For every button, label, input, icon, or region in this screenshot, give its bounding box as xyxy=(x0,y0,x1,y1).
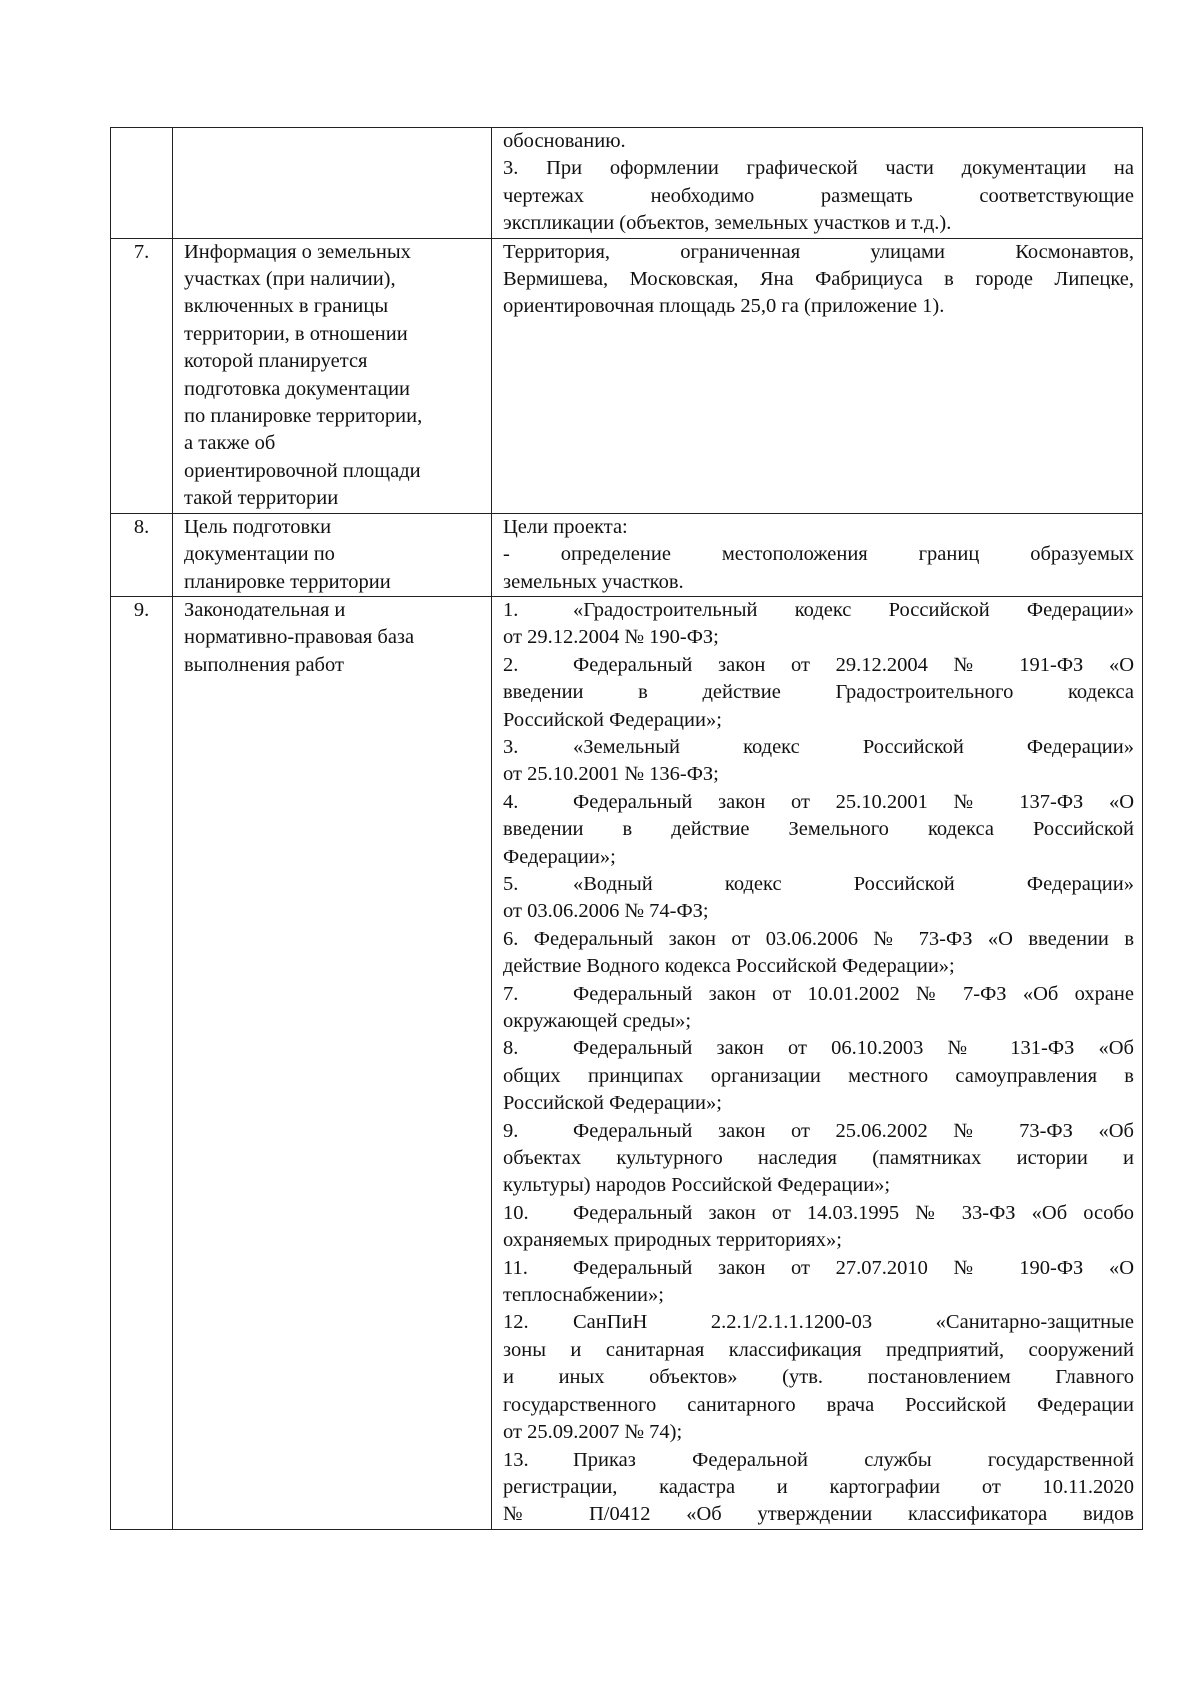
content-line xyxy=(503,871,1134,898)
content-line: 3. При оформлении графической части документации на xyxy=(503,157,1134,180)
list-item-text: Федеральный закон от 06.10.2003 № 131-ФЗ «Об xyxy=(573,1037,1134,1060)
row-title-line: включенных в границы xyxy=(184,295,389,318)
list-item-number: 11. xyxy=(503,1256,528,1279)
document-table xyxy=(110,127,1143,1530)
content-line: теплоснабжении»; xyxy=(503,1284,664,1307)
row-title-line: Законодательная и xyxy=(184,598,346,621)
list-item-number: 10. xyxy=(503,1201,529,1224)
row-title xyxy=(173,238,492,513)
row-content xyxy=(492,513,1143,596)
table-body xyxy=(111,128,1143,1530)
content-line: общих принципах организации местного самоуправления в xyxy=(503,1064,1134,1087)
row-title-line: Информация о земельных xyxy=(184,240,411,263)
content-line: ориентировочная площадь 25,0 га (приложение 1). xyxy=(503,295,945,318)
row-number xyxy=(111,128,173,239)
content-line xyxy=(503,734,1134,761)
content-line xyxy=(503,1035,1134,1062)
list-item-number: 8. xyxy=(503,1037,519,1060)
content-line xyxy=(503,652,1134,679)
row-title-line: планировке территории xyxy=(184,570,391,593)
content-line: от 03.06.2006 № 74-ФЗ; xyxy=(503,900,709,923)
list-item-number: 12. xyxy=(503,1311,529,1334)
list-item-text: Приказ Федеральной службы государственной xyxy=(573,1448,1134,1471)
content-line: культуры) народов Российской Федерации»; xyxy=(503,1174,891,1197)
row-number: 8. xyxy=(111,513,173,596)
content-line: обоснованию. xyxy=(503,130,626,152)
list-item-number: 9. xyxy=(503,1119,519,1142)
table-row xyxy=(111,596,1143,1529)
content-line xyxy=(503,1309,1134,1336)
content-line: объектах культурного наследия (памятниках истории и xyxy=(503,1147,1134,1170)
list-item-text: «Земельный кодекс Российской Федерации» xyxy=(573,735,1134,758)
table-row xyxy=(111,238,1143,513)
content-line xyxy=(503,1255,1134,1282)
content-line xyxy=(503,597,1134,624)
table-row xyxy=(111,128,1143,239)
row-title-line: выполнения работ xyxy=(184,653,344,676)
content-line: - определение местоположения границ образуемых xyxy=(503,543,1134,566)
content-line: чертежах необходимо размещать соответствующие xyxy=(503,184,1134,207)
content-line: экспликации (объектов, земельных участков и т.д.). xyxy=(503,212,952,235)
row-title-line: документации по xyxy=(184,543,335,566)
list-item-text: Федеральный закон от 25.10.2001 № 137-ФЗ «О xyxy=(573,790,1134,813)
content-line: 6. Федеральный закон от 03.06.2006 № 73-ФЗ «О введении в xyxy=(503,927,1134,950)
row-title-line: территории, в отношении xyxy=(184,322,408,345)
content-line: земельных участков. xyxy=(503,570,684,593)
row-title-line: нормативно-правовая база xyxy=(184,626,415,649)
list-item-number: 2. xyxy=(503,653,519,676)
list-item-text: «Водный кодекс Российской Федерации» xyxy=(573,872,1134,895)
content-line xyxy=(503,1200,1134,1227)
content-line: окружающей среды»; xyxy=(503,1010,692,1032)
row-content xyxy=(492,238,1143,513)
content-line: Российской Федерации»; xyxy=(503,1092,722,1115)
content-line xyxy=(503,789,1134,816)
list-item-text: СанПиН 2.2.1/2.1.1.1200-03 «Санитарно-защитные xyxy=(573,1311,1134,1334)
list-item-number: 7. xyxy=(503,982,519,1005)
list-item-text: Федеральный закон от 14.03.1995 № 33-ФЗ «Об особо xyxy=(573,1201,1134,1224)
content-line xyxy=(503,1118,1134,1145)
list-item-number: 1. xyxy=(503,598,519,621)
row-title-line: подготовка документации xyxy=(184,377,411,400)
row-title-line: такой территории xyxy=(184,487,339,510)
content-line: зоны и санитарная классификация предприятий, сооружений xyxy=(503,1338,1134,1361)
content-line: введении в действие Градостроительного кодекса xyxy=(503,681,1134,704)
row-title xyxy=(173,128,492,239)
content-line: введении в действие Земельного кодекса Российской xyxy=(503,818,1134,841)
row-title-line: участках (при наличии), xyxy=(184,268,396,291)
list-item-number: 4. xyxy=(503,790,519,813)
row-content xyxy=(492,596,1143,1529)
content-line: № П/0412 «Об утверждении классификатора видов xyxy=(503,1503,1134,1526)
content-line: действие Водного кодекса Российской Федерации»; xyxy=(503,955,955,978)
content-line: от 25.10.2001 № 136-ФЗ; xyxy=(503,763,719,786)
row-title xyxy=(173,513,492,596)
row-number: 9. xyxy=(111,596,173,1529)
content-line: регистрации, кадастра и картографии от 10.11.2020 xyxy=(503,1475,1134,1498)
list-item-text: Федеральный закон от 10.01.2002 № 7-ФЗ «Об охране xyxy=(573,982,1134,1005)
content-line xyxy=(503,1447,1134,1474)
list-item-number: 13. xyxy=(503,1448,529,1471)
row-content xyxy=(492,128,1143,239)
content-line: охраняемых природных территориях»; xyxy=(503,1229,842,1252)
list-item-text: Федеральный закон от 27.07.2010 № 190-ФЗ «О xyxy=(573,1256,1134,1279)
row-title-line: по планировке территории, xyxy=(184,405,423,428)
row-title-line: Цель подготовки xyxy=(184,515,332,538)
row-title-line: ориентировочной площади xyxy=(184,459,421,482)
list-item-number: 3. xyxy=(503,735,519,758)
content-line: от 25.09.2007 № 74); xyxy=(503,1421,683,1444)
row-title xyxy=(173,596,492,1529)
content-line: Вермишева, Московская, Яна Фабрициуса в городе Липецке, xyxy=(503,268,1134,291)
content-line: Российской Федерации»; xyxy=(503,708,722,731)
row-number: 7. xyxy=(111,238,173,513)
content-line: государственного санитарного врача Российской Федерации xyxy=(503,1393,1134,1416)
row-title-line: а также об xyxy=(184,432,276,455)
list-item-number: 5. xyxy=(503,872,519,895)
list-item-text: Федеральный закон от 29.12.2004 № 191-ФЗ «О xyxy=(573,653,1134,676)
content-line: Территория, ограниченная улицами Космонавтов, xyxy=(503,240,1134,263)
list-item-text: Федеральный закон от 25.06.2002 № 73-ФЗ «Об xyxy=(573,1119,1134,1142)
content-line: Федерации»; xyxy=(503,845,616,868)
table-row xyxy=(111,513,1143,596)
content-line: Цели проекта: xyxy=(503,515,628,538)
content-line: и иных объектов» (утв. постановлением Главного xyxy=(503,1366,1134,1389)
content-line: от 29.12.2004 № 190-ФЗ; xyxy=(503,626,719,649)
content-line xyxy=(503,981,1134,1008)
list-item-text: «Градостроительный кодекс Российской Федерации» xyxy=(573,598,1134,621)
row-title-line: которой планируется xyxy=(184,350,368,373)
